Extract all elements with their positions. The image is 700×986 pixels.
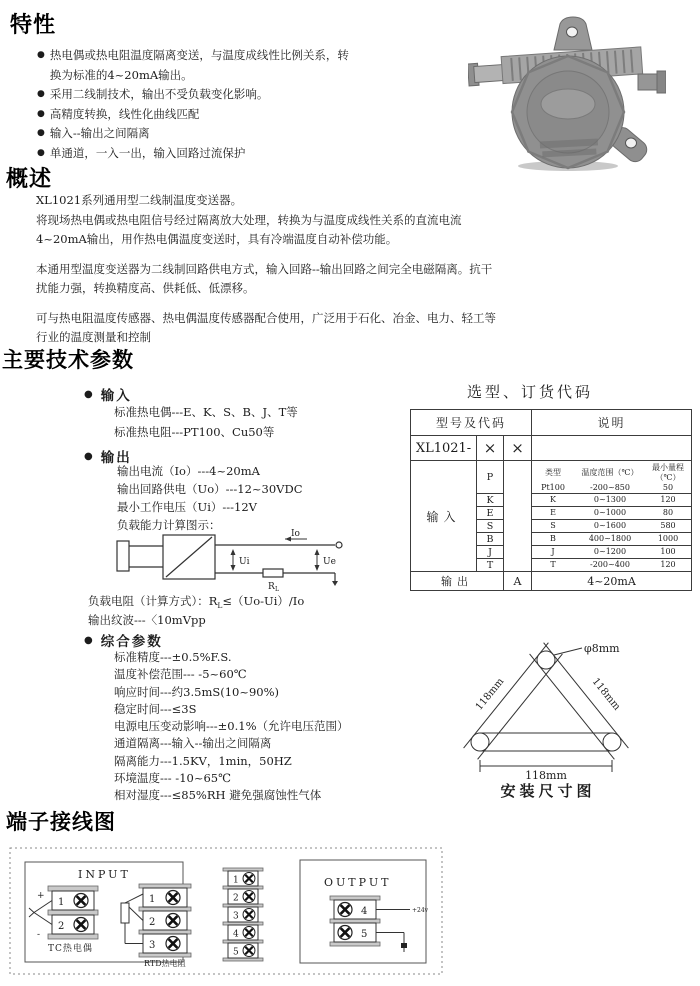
feature-text: 单通道，一入一出，输入回路过流保护 — [49, 145, 246, 160]
spec-line: 输出回路供电（Uo）---12~30VDC — [117, 482, 303, 496]
spec-line: 标准热电偶---E、K、S、B、J、T等 — [114, 405, 298, 419]
code-cell: S — [477, 520, 504, 533]
sub-header-span: 最小量程（℃） — [652, 463, 684, 482]
screw-icon — [74, 894, 88, 908]
rtd-terminal-block — [139, 884, 191, 957]
list-item — [37, 124, 355, 144]
product-photo — [468, 12, 666, 174]
desc-cell — [532, 520, 692, 533]
desc-cell — [532, 461, 692, 494]
bullet-icon: ● — [84, 450, 95, 462]
spec-line: 相对湿度---≤85%RH 避免强腐蚀性气体 — [114, 788, 322, 803]
features-heading: 特性 — [10, 13, 57, 38]
range-value: 0~1200 — [593, 547, 627, 556]
type-value: K — [550, 495, 556, 504]
terminal-wiring-diagram — [8, 844, 444, 976]
span-value: 50 — [662, 483, 674, 492]
spec-line: 标准热电阻---PT100、Cu50等 — [114, 424, 275, 439]
desc-cell — [532, 559, 692, 572]
desc-cell — [532, 494, 692, 507]
terminal-number: 1 — [149, 894, 156, 905]
feature-text: 输入--输出之间隔离 — [49, 126, 150, 140]
type-value: J — [551, 547, 555, 556]
hole-diameter-label: φ8mm — [584, 642, 620, 655]
spec-line: 温度补偿范围--- -5~60℃ — [114, 667, 247, 682]
terminal-number: 5 — [361, 929, 368, 940]
spec-line: 电源电压变动影响---±0.1%（允许电压范围） — [114, 719, 349, 734]
spec-line: 标准精度---±0.5%F.S. — [114, 650, 232, 664]
section-title: 输出 — [100, 450, 132, 466]
paragraph: 可与热电阻温度传感器、热电偶温度传感器配合使用，广泛用于石化、冶金、电力、轻工等行业的温度测量和控制 — [36, 310, 496, 344]
table-header-row — [411, 410, 692, 436]
paragraph: 本通用型温度变送器为二线制回路供电方式，输入回路--输出回路之间完全电磁隔离。抗干扰能力强，转换精度高、供耗低、低漂移。 — [36, 261, 493, 295]
screw-icon — [74, 918, 88, 932]
col-model-header: 型号及代码 — [411, 410, 532, 436]
rtd-symbol — [121, 894, 143, 944]
paragraph: 将现场热电偶或热电阻信号经过隔离放大处理，转换为与温度成线性关系的直流电流4~20mA输出，用作热电偶温度变送时，具有冷端温度自动补偿功能。 — [36, 212, 462, 246]
code-placeholder-2: × — [504, 436, 532, 461]
formula-subscript: L — [217, 601, 223, 610]
tech-general-lines — [114, 649, 349, 805]
bullet-icon: ● — [84, 634, 95, 646]
tech-heading: 主要技术参数 — [2, 348, 134, 372]
section-title: 综合参数 — [100, 634, 163, 650]
desc-cell — [532, 533, 692, 546]
empty-cell — [504, 461, 532, 572]
sub-header — [532, 463, 691, 483]
right-dimension-label: 118mm — [589, 676, 623, 713]
screw-icon — [243, 909, 255, 921]
tc-label: TC热电偶 — [48, 944, 93, 954]
tc-plus-label: + — [37, 891, 45, 901]
type-value: Pt100 — [541, 483, 565, 492]
model-code: XL1021- — [411, 436, 477, 461]
ground-symbol — [332, 581, 338, 586]
terminal-number: 2 — [149, 917, 156, 928]
type-value: E — [550, 508, 556, 517]
tech-general-label — [84, 630, 163, 650]
bullet-icon: ● — [37, 108, 45, 119]
terminal-number: 5 — [233, 947, 239, 958]
list-item — [37, 144, 355, 164]
terminal-strip — [223, 868, 263, 961]
span-value: 1000 — [657, 534, 679, 543]
spec-line: 稳定时间---≤3S — [114, 701, 197, 716]
code-cell: P — [477, 461, 504, 494]
code-cell: B — [477, 533, 504, 546]
list-item — [37, 105, 355, 125]
ui-label: Ui — [239, 557, 250, 567]
output-plug-symbol — [401, 943, 407, 948]
io-label: Io — [291, 529, 300, 539]
empty-cell — [532, 436, 692, 461]
range-value: 0~1600 — [593, 521, 627, 530]
spec-line: 隔离能力---1.5KV，1min，50HZ — [114, 753, 292, 768]
ripple-line: 输出纹波---〈10mVpp — [88, 613, 206, 627]
span-value: 120 — [660, 560, 676, 569]
output-desc: 4~20mA — [532, 572, 692, 591]
span-value: 100 — [660, 547, 676, 556]
terminal-number: 3 — [233, 911, 239, 922]
range-value: 0~1300 — [593, 495, 627, 504]
rl-label: R — [268, 582, 275, 592]
terminal-number: 1 — [233, 875, 239, 886]
screw-icon — [338, 903, 352, 917]
left-dimension-label: 118mm — [473, 676, 507, 713]
overview-text — [36, 191, 498, 348]
input-group-label: 输入 — [411, 461, 477, 572]
mounting-caption: 安装尺寸图 — [500, 782, 596, 800]
output-wires — [376, 910, 410, 944]
code-cell: E — [477, 507, 504, 520]
screw-icon — [243, 927, 255, 939]
overview-heading: 概述 — [6, 167, 53, 192]
load-capability-diagram — [105, 529, 357, 593]
output-box-label: OUTPUT — [324, 876, 392, 889]
formula-suffix: ≤（Uo-Ui）/Io — [222, 594, 305, 608]
tc-terminal-block — [48, 886, 98, 939]
bullet-icon: ● — [37, 89, 45, 99]
terminal-number: 3 — [149, 940, 156, 951]
terminal-number: 1 — [58, 897, 65, 908]
terminal-number: 4 — [361, 906, 368, 917]
code-cell: J — [477, 546, 504, 559]
screw-icon — [243, 873, 255, 885]
formula-prefix: 负载电阻（计算方式）：R — [88, 594, 218, 608]
features-list — [37, 46, 355, 163]
spec-line: 环境温度--- -10~65℃ — [114, 771, 231, 786]
output-terminal-block — [330, 896, 380, 946]
tech-input-label — [84, 384, 132, 404]
type-value: B — [550, 534, 556, 543]
bottom-dimension-label: 118mm — [525, 769, 567, 780]
desc-cell — [532, 507, 692, 520]
screw-icon — [166, 914, 180, 928]
screw-icon — [243, 891, 255, 903]
spec-line: 通道隔离---输入--输出之间隔离 — [114, 736, 272, 751]
model-row — [411, 436, 692, 461]
spec-line: 负载能力计算图示： — [117, 518, 221, 532]
paragraph: XL1021系列通用型二线制温度变送器。 — [36, 193, 243, 207]
ordering-title: 选型、订货代码 — [466, 383, 593, 401]
table-row — [411, 461, 692, 494]
feature-text: 采用二线制技术，输出不受负载变化影响。 — [49, 87, 269, 101]
sub-header-range: 温度范围（℃） — [581, 468, 639, 477]
type-value: S — [550, 521, 556, 530]
wiring-heading: 端子接线图 — [6, 810, 116, 834]
screw-icon — [166, 937, 180, 951]
supply-voltage-label: +24v — [412, 907, 429, 914]
ordering-table — [410, 409, 692, 591]
span-value: 80 — [662, 508, 674, 517]
ue-label: Ue — [323, 557, 336, 567]
screw-icon — [243, 945, 255, 957]
mounting-dimensions-diagram — [446, 634, 650, 780]
spec-line: 输出电流（Io）---4~20mA — [117, 464, 260, 478]
type-value: T — [550, 560, 556, 569]
range-value: -200~850 — [590, 483, 630, 492]
output-code: A — [504, 572, 532, 591]
feature-text: 高精度转换，线性化曲线匹配 — [49, 106, 200, 121]
span-value: 580 — [660, 521, 676, 530]
terminal-number: 2 — [58, 921, 65, 932]
rl-sub-label: L — [275, 586, 279, 593]
code-cell: T — [477, 559, 504, 572]
list-item — [37, 85, 355, 105]
desc-cell — [532, 546, 692, 559]
bullet-icon: ● — [37, 147, 45, 158]
range-value: 0~1000 — [593, 508, 627, 517]
tech-output-lines — [117, 462, 303, 534]
bullet-icon: ● — [37, 128, 45, 138]
output-row — [411, 572, 692, 591]
range-value: 400~1800 — [588, 534, 632, 543]
bullet-icon: ● — [84, 388, 95, 400]
span-value: 120 — [660, 495, 676, 504]
spec-line: 响应时间---约3.5mS(10~90%) — [114, 684, 280, 699]
terminal-number: 4 — [233, 929, 239, 940]
sub-header-type: 类型 — [545, 468, 561, 477]
screw-icon — [166, 891, 180, 905]
tc-minus-label: - — [37, 930, 41, 940]
code-placeholder-1: × — [477, 436, 504, 461]
range-value: -200~400 — [590, 560, 630, 569]
output-group-label: 输出 — [411, 572, 504, 591]
input-box-label: INPUT — [78, 868, 131, 881]
screw-icon — [338, 926, 352, 940]
feature-text: 热电偶或热电阻温度隔离变送，与温度成线性比例关系，转换为标准的4~20mA输出。 — [49, 48, 349, 82]
code-cell: K — [477, 494, 504, 507]
col-desc-header: 说明 — [532, 410, 692, 436]
tech-input-lines — [114, 403, 298, 442]
bullet-icon: ● — [37, 50, 45, 60]
list-item — [37, 46, 355, 85]
section-title: 输入 — [100, 388, 132, 404]
spec-line: 最小工作电压（Ui）---12V — [117, 500, 257, 514]
terminal-number: 2 — [233, 893, 239, 904]
rtd-label: RTD热电阻 — [144, 959, 186, 968]
load-formula — [88, 593, 304, 610]
sub-values — [532, 483, 691, 493]
